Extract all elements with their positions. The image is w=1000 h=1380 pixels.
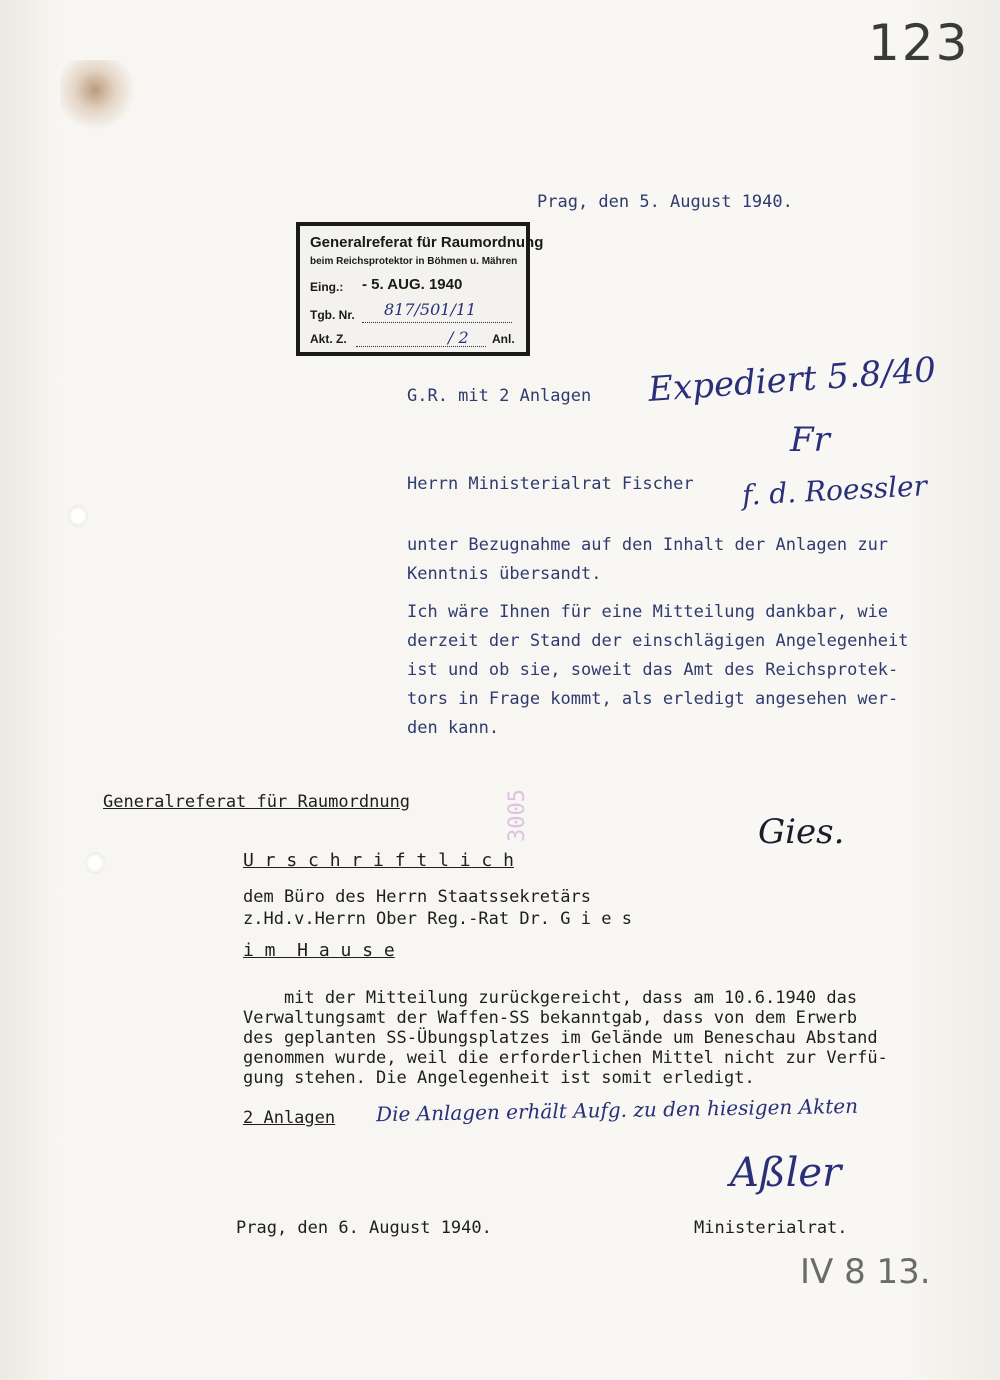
para2-line-2: derzeit der Stand der einschlägigen Angelegenheit	[407, 631, 909, 651]
stamp-akt-value: / 2	[448, 328, 469, 347]
closing-title: Ministerialrat.	[694, 1218, 848, 1238]
receipt-stamp	[296, 222, 544, 356]
addressee: Herrn Ministerialrat Fischer	[407, 474, 694, 494]
para2-line-3: ist und ob sie, soweit das Amt des Reichsprotek-	[407, 660, 899, 680]
page-number: 123	[868, 14, 970, 72]
handwritten-initial-gies: Gies.	[758, 812, 845, 852]
urschriftlich-heading: U r s c h r i f t l i c h	[243, 850, 514, 871]
para2-line-4: tors in Frage kommt, als erledigt angesehen wer-	[407, 689, 899, 709]
message-line-2: Verwaltungsamt der Waffen-SS bekanntgab, dass von dem Erwerb	[243, 1008, 858, 1028]
stamp-subtitle: beim Reichsprotektor in Böhmen u. Mähren	[310, 256, 518, 267]
rust-stain	[60, 60, 140, 140]
punch-hole	[85, 852, 105, 874]
handwritten-anlagen-note: Die Anlagen erhält Aufg. zu den hiesigen Akten	[375, 1093, 859, 1127]
body1-line-1: unter Bezugnahme auf den Inhalt der Anlagen zur	[407, 535, 889, 555]
gr-line: G.R. mit 2 Anlagen	[407, 386, 592, 406]
closing-place-date: Prag, den 6. August 1940.	[236, 1218, 492, 1238]
im-hause-heading: i m H a u s e	[243, 940, 395, 961]
stamp-office: Generalreferat für Raumordnung	[310, 234, 544, 251]
punch-hole	[68, 505, 88, 527]
header-place-date: Prag, den 5. August 1940.	[537, 192, 793, 212]
message-line-5: gung stehen. Die Angelegenheit ist somit erledigt.	[243, 1068, 755, 1088]
stamp-akt-label: Akt. Z.	[310, 332, 347, 346]
office-heading: Generalreferat für Raumordnung	[103, 792, 411, 812]
para2-line-5: den kann.	[407, 718, 500, 738]
recipient-line-1: dem Büro des Herrn Staatssekretärs	[243, 887, 591, 907]
para2-line-1: Ich wäre Ihnen für eine Mitteilung dankbar, wie	[407, 602, 889, 622]
handwritten-signature-roessler: f. d. Roessler	[741, 469, 928, 512]
stamp-anl-label: Anl.	[492, 332, 515, 346]
handwritten-signature-minister: Aßler	[730, 1150, 842, 1196]
stamp-dotted-line	[362, 322, 512, 323]
stamp-eing-value: - 5. AUG. 1940	[362, 276, 463, 293]
message-line-4: genommen wurde, weil die erforderlichen Mittel nicht zur Verfü-	[243, 1048, 888, 1068]
handwritten-initial: Fr	[790, 420, 830, 460]
stamp-tgb-label: Tgb. Nr.	[310, 308, 355, 322]
body1-line-2: Kenntnis übersandt.	[407, 564, 602, 584]
recipient-line-2: z.Hd.v.Herrn Ober Reg.-Rat Dr. G i e s	[243, 909, 632, 929]
stamp-tgb-value: 817/501/11	[384, 300, 477, 319]
stamp-eing-label: Eing.:	[310, 280, 344, 294]
anlagen-label: 2 Anlagen	[243, 1108, 336, 1128]
violet-number-stamp: 3005	[505, 789, 530, 842]
pencil-file-mark: IV 8 13.	[800, 1252, 931, 1292]
handwritten-expedited-note: Expediert 5.8/40	[646, 349, 938, 411]
message-line-3: des geplanten SS-Übungsplatzes im Gelände um Beneschau Abstand	[243, 1028, 878, 1048]
message-line-1: mit der Mitteilung zurückgereicht, dass am 10.6.1940 das	[243, 988, 858, 1008]
